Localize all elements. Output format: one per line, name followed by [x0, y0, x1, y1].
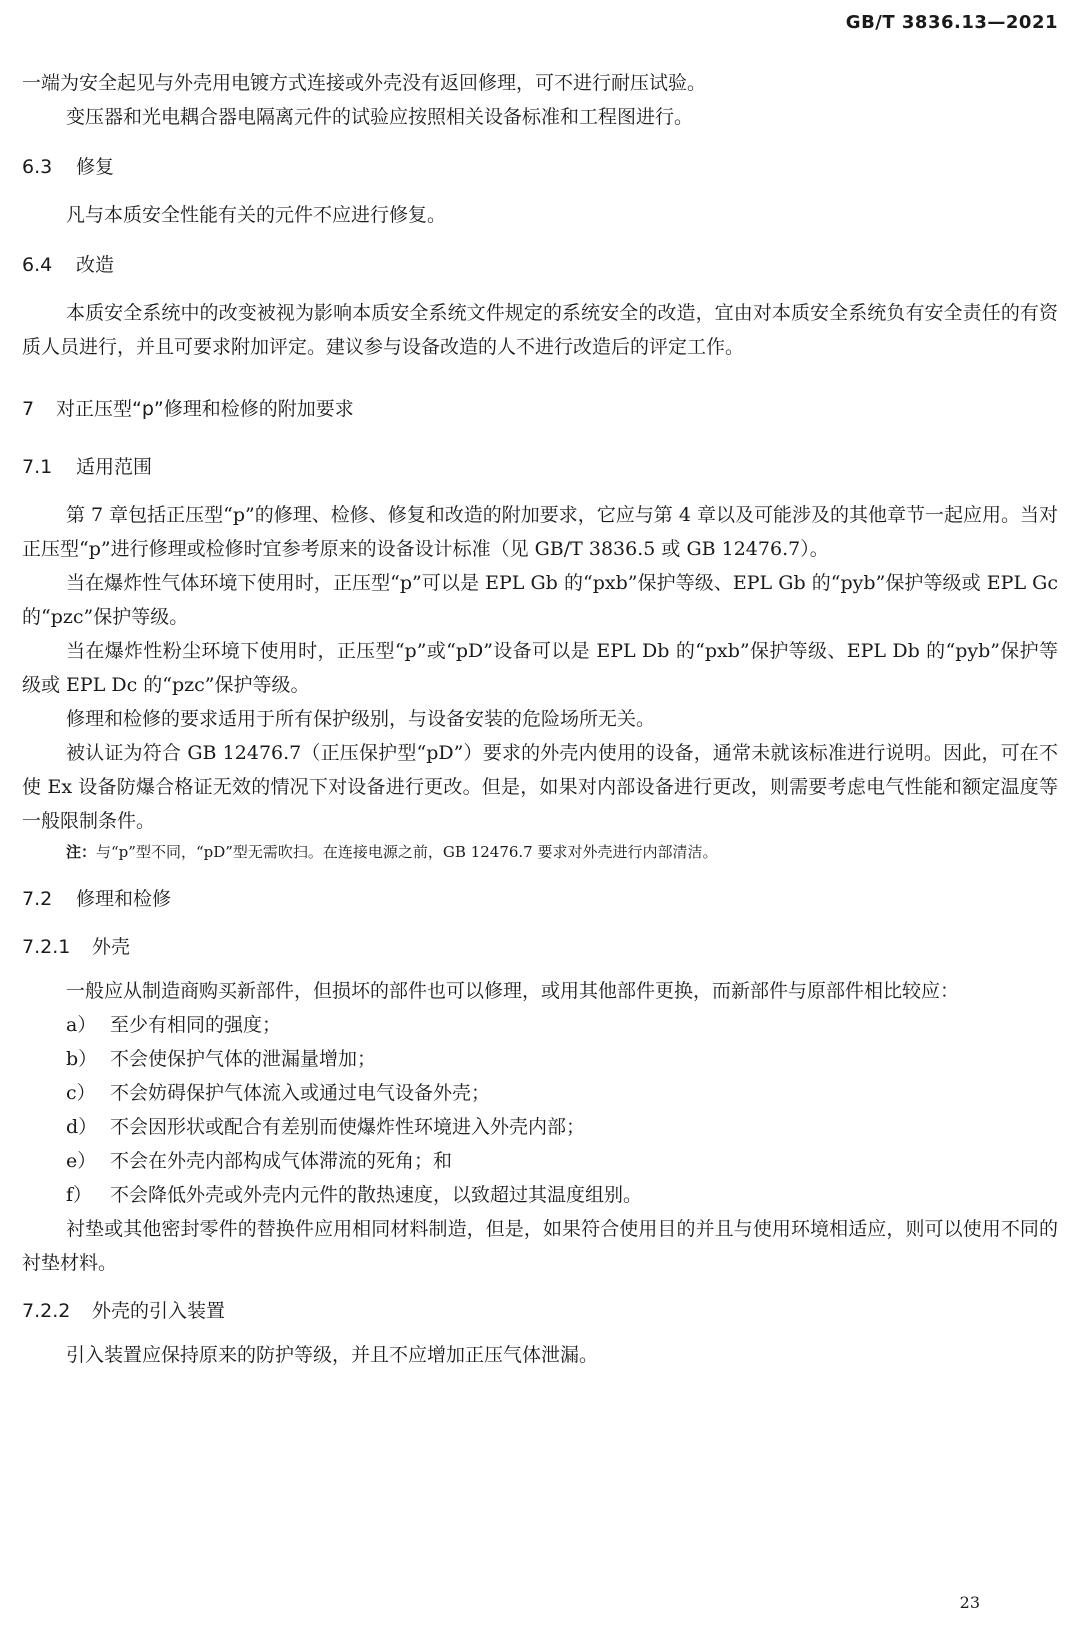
section-number: 7.2.2 [22, 1300, 71, 1322]
list-text: 不会妨碍保护气体流入或通过电气设备外壳； [110, 1082, 491, 1104]
section-title: 修复 [76, 156, 115, 178]
section-heading-7-2-1 [22, 930, 1058, 964]
paragraph: 第 7 章包括正压型“p”的修理、检修、修复和改造的附加要求，它应与第 4 章以及可能涉及的其他章节一起应用。当对正压型“p”进行修理或检修时宜参考原来的设备设计标准（见 GB/T 3836.5 或 GB 12476.7）。 [22, 504, 1058, 560]
section-heading-7-2-2 [22, 1294, 1058, 1328]
paragraph: 当在爆炸性气体环境下使用时，正压型“p”可以是 EPL Gb 的“pxb”保护等级、EPL Gb 的“pyb”保护等级或 EPL Gc 的“pzc”保护等级。 [22, 572, 1058, 628]
section-heading-6-4 [22, 248, 1058, 282]
list-marker: a） [66, 1014, 97, 1036]
list-item [22, 1110, 1058, 1144]
note-label: 注： [66, 843, 97, 861]
list-item [22, 1178, 1058, 1212]
list-marker: f） [66, 1184, 93, 1206]
list-marker: b） [66, 1048, 98, 1070]
list-item [22, 1008, 1058, 1042]
section-title: 外壳 [92, 936, 131, 958]
section-number: 6.3 [22, 156, 53, 178]
section-number: 7.1 [22, 456, 53, 478]
chapter-title: 对正压型“p”修理和检修的附加要求 [56, 398, 354, 420]
section-heading-7-2 [22, 882, 1058, 916]
section-number: 7.2.1 [22, 936, 71, 958]
note [22, 838, 1058, 866]
paragraph: 一端为安全起见与外壳用电镀方式连接或外壳没有返回修理，可不进行耐压试验。 [22, 72, 707, 94]
paragraph: 当在爆炸性粉尘环境下使用时，正压型“p”或“pD”设备可以是 EPL Db 的“pxb”保护等级、EPL Db 的“pyb”保护等级或 EPL Dc 的“pzc”保护等级。 [22, 640, 1058, 696]
list-marker: e） [66, 1150, 97, 1172]
requirements-list [22, 1008, 1058, 1212]
list-marker: d） [66, 1116, 98, 1138]
section-heading-6-3 [22, 150, 1058, 184]
section-heading-7-1 [22, 450, 1058, 484]
chapter-number: 7 [22, 398, 35, 420]
page-content [22, 66, 1058, 1372]
paragraph: 修理和检修的要求适用于所有保护级别，与设备安装的危险场所无关。 [66, 708, 656, 730]
note-text: 与“p”型不同，“pD”型无需吹扫。在连接电源之前，GB 12476.7 要求对外壳进行内部清洁。 [96, 843, 718, 861]
list-marker: c） [66, 1082, 96, 1104]
list-item [22, 1076, 1058, 1110]
section-title: 适用范围 [76, 456, 153, 478]
list-text: 不会因形状或配合有差别而使爆炸性环境进入外壳内部； [110, 1116, 586, 1138]
list-item [22, 1144, 1058, 1178]
section-title: 改造 [76, 254, 115, 276]
list-text: 不会使保护气体的泄漏量增加； [110, 1048, 377, 1070]
section-number: 7.2 [22, 888, 53, 910]
paragraph: 凡与本质安全性能有关的元件不应进行修复。 [66, 204, 447, 226]
list-text: 不会降低外壳或外壳内元件的散热速度，以致超过其温度组别。 [110, 1184, 643, 1206]
section-number: 6.4 [22, 254, 53, 276]
page-number: 23 [959, 1593, 980, 1612]
section-title: 外壳的引入装置 [92, 1300, 226, 1322]
standard-code: GB/T 3836.13—2021 [845, 12, 1058, 33]
paragraph: 衬垫或其他密封零件的替换件应用相同材料制造，但是，如果符合使用目的并且与使用环境相适应，则可以使用不同的衬垫材料。 [22, 1218, 1058, 1274]
list-item [22, 1042, 1058, 1076]
paragraph: 本质安全系统中的改变被视为影响本质安全系统文件规定的系统安全的改造，宜由对本质安全系统负有安全责任的有资质人员进行，并且可要求附加评定。建议参与设备改造的人不进行改造后的评定工作。 [22, 302, 1058, 358]
paragraph: 变压器和光电耦合器电隔离元件的试验应按照相关设备标准和工程图进行。 [66, 106, 694, 128]
paragraph: 被认证为符合 GB 12476.7（正压保护型“pD”）要求的外壳内使用的设备，通常未就该标准进行说明。因此，可在不使 Ex 设备防爆合格证无效的情况下对设备进行更改。但是，如果对内部设备进行更改，则需要考虑电气性能和额定温度等一般限制条件。 [22, 742, 1058, 832]
section-title: 修理和检修 [76, 888, 172, 910]
list-text: 至少有相同的强度； [110, 1014, 282, 1036]
chapter-heading-7 [22, 392, 1058, 426]
paragraph: 引入装置应保持原来的防护等级，并且不应增加正压气体泄漏。 [66, 1344, 599, 1366]
paragraph: 一般应从制造商购买新部件，但损坏的部件也可以修理，或用其他部件更换，而新部件与原部件相比较应： [66, 980, 960, 1002]
list-text: 不会在外壳内部构成气体滞流的死角；和 [110, 1150, 453, 1172]
